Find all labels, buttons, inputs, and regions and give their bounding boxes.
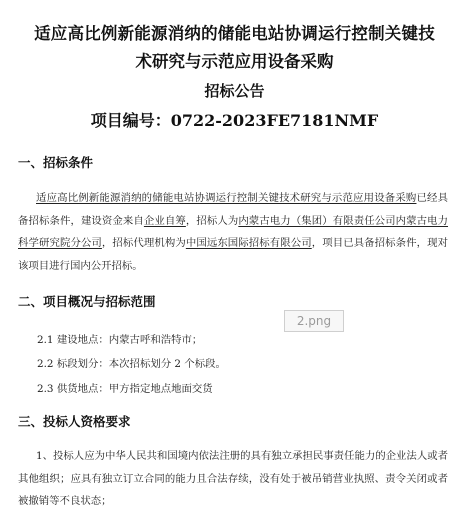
list-item: 2.3 供货地点：甲方指定地点地面交货 — [37, 383, 213, 395]
text-fragment: ，招标人为 — [185, 214, 239, 227]
tender-conditions-paragraph — [18, 187, 448, 277]
announcement-label: 招标公告 — [204, 82, 265, 100]
funding-source: 企业自筹 — [143, 214, 186, 227]
section-heading-tender-conditions: 一、招标条件 — [18, 155, 94, 170]
tenderer-name: 内蒙古电力（集团）有限责任公司内蒙古电力科学研究院分公司 — [18, 214, 449, 249]
qualification-paragraph: 1、投标人应为中华人民共和国境内依法注册的具有独立承担民事责任能力的企业法人或者其他组织；应具有独立订立合同的能力且合法存续，没有处于被吊销营业执照、责令关闭或者被撤销等不良状态； — [18, 450, 448, 507]
section-heading-bidder-qualifications: 三、投标人资格要求 — [18, 414, 131, 429]
title-line-1: 适应高比例新能源消纳的储能电站协调运行控制关键技 — [34, 24, 435, 43]
list-item: 2.1 建设地点：内蒙古呼和浩特市； — [37, 334, 203, 346]
text-fragment: 已经具备招标条件，建设资金来自 — [18, 192, 448, 227]
agency-name: 中国远东国际招标有限公司 — [185, 237, 312, 249]
project-number: 项目编号：0722-2023FE7181NMF — [90, 111, 379, 130]
image-placeholder-label: 2.png — [284, 310, 344, 332]
section-heading-project-overview: 二、项目概况与招标范围 — [18, 294, 156, 309]
title-line-2: 术研究与示范应用设备采购 — [135, 52, 334, 71]
project-name: 适应高比例新能源消纳的储能电站协调运行控制关键技术研究与示范应用设备采购 — [36, 192, 417, 204]
text-fragment: ，项目已具备招标条件，现对该项目进行国内公开招标。 — [18, 237, 449, 272]
text-fragment: ，招标代理机构为 — [101, 237, 186, 249]
list-item: 2.2 标段划分：本次招标划分 2 个标段。 — [37, 358, 226, 370]
